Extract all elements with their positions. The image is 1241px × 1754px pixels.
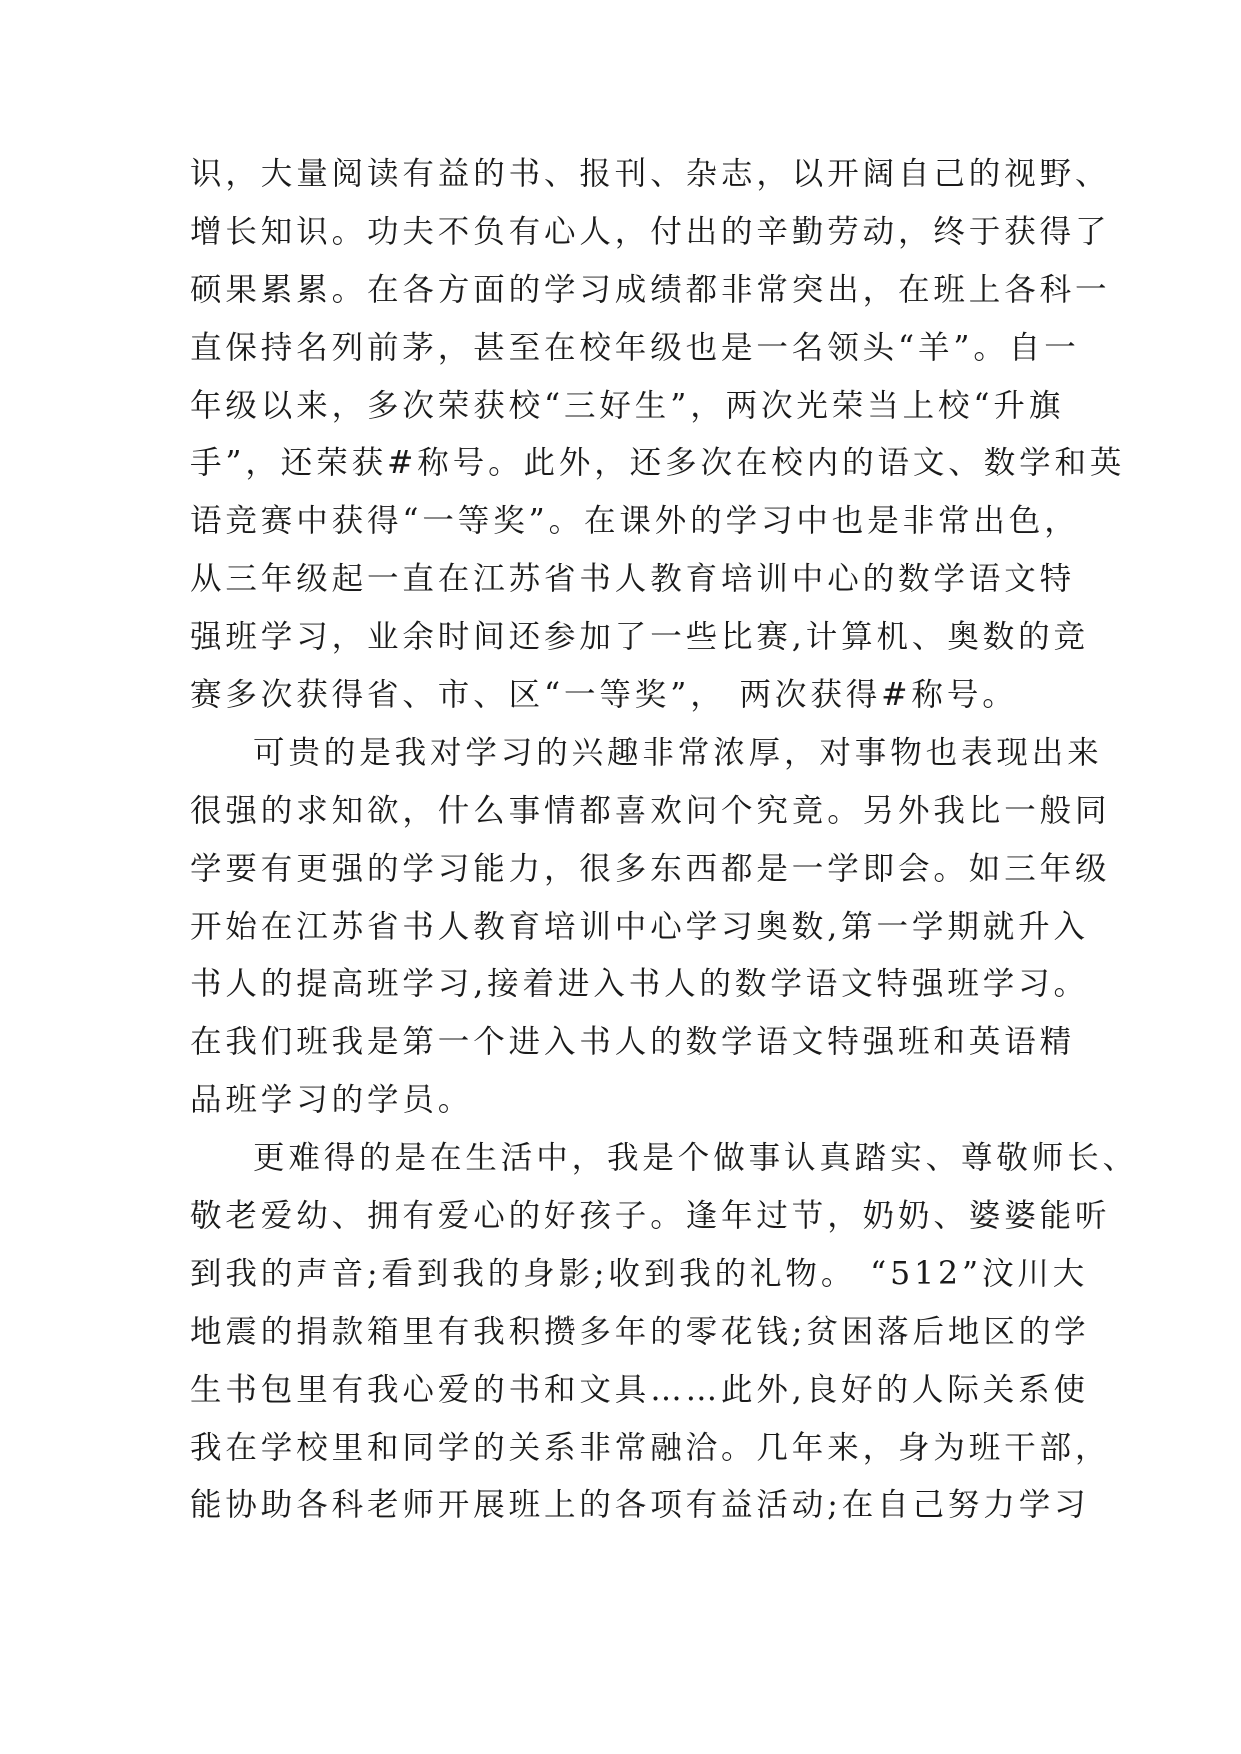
text-line: 手”，还荣获#称号。此外，还多次在校内的语文、数学和英 [190, 445, 1126, 482]
text-line: 学要有更强的学习能力，很多东西都是一学即会。如三年级 [190, 850, 1111, 887]
text-line: 强班学习，业余时间还参加了一些比赛,计算机、奥数的竞 [190, 619, 1089, 656]
paragraph-2 [190, 725, 1111, 1130]
text-line: 很强的求知欲，什么事情都喜欢问个究竟。另外我比一般同 [190, 792, 1111, 829]
text-line: 生书包里有我心爱的书和文具……此外,良好的人际关系使 [190, 1371, 1089, 1408]
document-body [190, 146, 1139, 1535]
text-line: 直保持名列前茅，甚至在校年级也是一名领头“羊”。自一 [190, 329, 1080, 366]
paragraph-1 [190, 146, 1126, 725]
text-line: 从三年级起一直在江苏省书人教育培训中心的数学语文特 [190, 561, 1076, 598]
text-line: 语竞赛中获得“一等奖”。在课外的学习中也是非常出色， [190, 503, 1080, 540]
text-line: 书人的提高班学习,接着进入书人的数学语文特强班学习。 [190, 966, 1089, 1003]
text-line: 我在学校里和同学的关系非常融洽。几年来，身为班干部， [190, 1429, 1111, 1466]
text-line: 在我们班我是第一个进入书人的数学语文特强班和英语精 [190, 1024, 1076, 1061]
text-line: 敬老爱幼、拥有爱心的好孩子。逢年过节，奶奶、婆婆能听 [190, 1198, 1111, 1235]
text-line: 品班学习的学员。 [190, 1082, 474, 1119]
text-line: 可贵的是我对学习的兴趣非常浓厚，对事物也表现出来 [253, 734, 1103, 771]
text-line: 赛多次获得省、市、区“一等奖”， 两次获得#称号。 [190, 677, 1018, 714]
text-line: 硕果累累。在各方面的学习成绩都非常突出，在班上各科一 [190, 271, 1111, 308]
text-line: 到我的声音;看到我的身影;收到我的礼物。 “512”汶川大 [190, 1255, 1089, 1292]
text-line: 增长知识。功夫不负有心人，付出的辛勤劳动，终于获得了 [190, 213, 1111, 250]
text-line: 开始在江苏省书人教育培训中心学习奥数,第一学期就升入 [190, 908, 1089, 945]
text-line: 年级以来，多次荣获校“三好生”，两次光荣当上校“升旗 [190, 387, 1065, 424]
paragraph-3 [190, 1130, 1139, 1535]
text-line: 能协助各科老师开展班上的各项有益活动;在自己努力学习 [190, 1487, 1090, 1524]
text-line: 识，大量阅读有益的书、报刊、杂志，以开阔自己的视野、 [190, 156, 1111, 192]
text-line: 地震的捐款箱里有我积攒多年的零花钱;贫困落后地区的学 [190, 1313, 1090, 1350]
text-line: 更难得的是在生活中，我是个做事认真踏实、尊敬师长、 [253, 1140, 1139, 1177]
